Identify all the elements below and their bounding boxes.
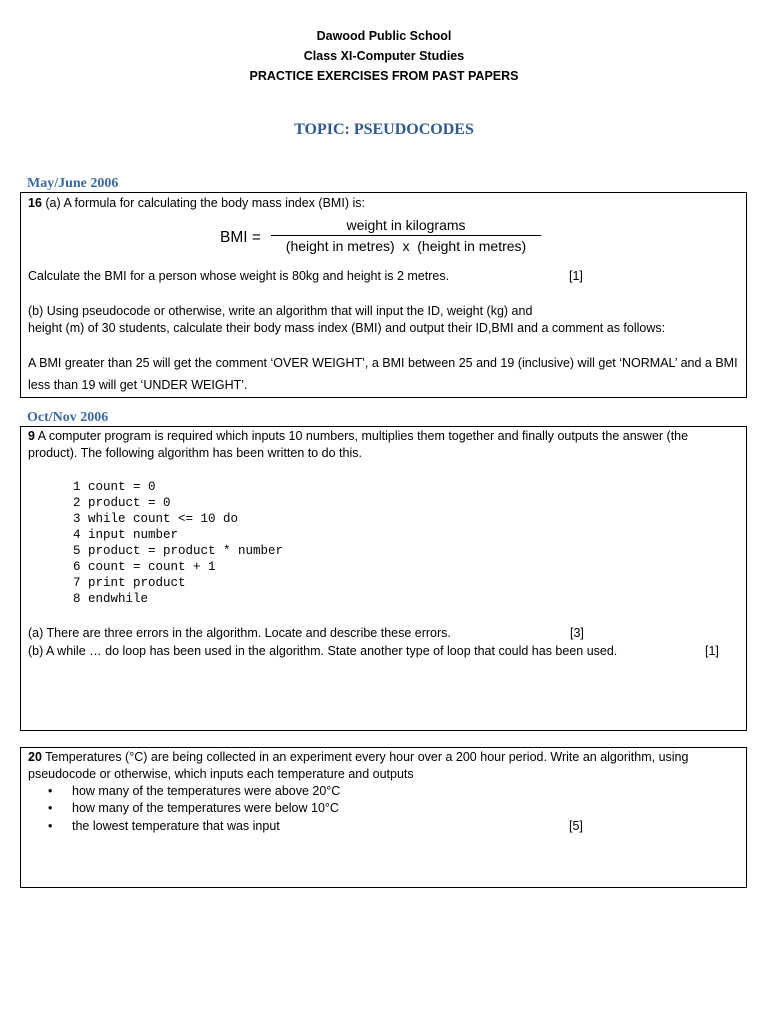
formula-numerator: weight in kilograms	[346, 217, 466, 233]
session-label-may-june-2006: May/June 2006	[27, 176, 119, 191]
question-text: Temperatures (°C) are being collected in an experiment every hour over a 200 hour period. Write an algorithm, using	[41, 750, 689, 764]
question-9-line2: product). The following algorithm has been written to do this.	[28, 446, 362, 460]
code-line-7: 7 print product	[73, 576, 186, 590]
code-line-1: 1 count = 0	[73, 480, 156, 494]
topic-heading: TOPIC: PSEUDOCODES	[294, 121, 474, 138]
question-number: 9	[28, 429, 35, 443]
bullet-icon: •	[48, 819, 53, 833]
code-line-8: 8 endwhile	[73, 592, 149, 606]
class-name: Class XI-Computer Studies	[303, 49, 465, 63]
question-9-box	[20, 426, 747, 731]
session-label-oct-nov-2006: Oct/Nov 2006	[27, 410, 109, 425]
question-text: A computer program is required which inputs 10 numbers, multiplies them together and finally outputs the answer (the	[34, 429, 689, 443]
question-16b-comment-line1: A BMI greater than 25 will get the comment ‘OVER WEIGHT’, a BMI between 25 and 19 (inclusive) will get ‘NORMAL’ and a BMI	[28, 356, 738, 370]
school-name: Dawood Public School	[316, 29, 452, 43]
formula-fraction-bar	[271, 235, 541, 236]
mark-9b: [1]	[705, 644, 719, 658]
question-number: 16	[28, 196, 42, 210]
document-subtitle: PRACTICE EXERCISES FROM PAST PAPERS	[249, 69, 519, 83]
question-number: 20	[28, 750, 42, 764]
mark-calc: [1]	[569, 269, 583, 283]
formula-denominator: (height in metres) x (height in metres)	[285, 238, 527, 254]
code-line-4: 4 input number	[73, 528, 179, 542]
question-9b: (b) A while … do loop has been used in the algorithm. State another type of loop that could has been used.	[28, 644, 618, 658]
question-9-line1	[28, 429, 688, 443]
bullet-item-3: the lowest temperature that was input	[72, 819, 280, 833]
question-16-calc: Calculate the BMI for a person whose weight is 80kg and height is 2 metres.	[28, 269, 450, 283]
bullet-icon: •	[48, 784, 53, 798]
question-16-box	[20, 192, 747, 398]
question-text: (a) A formula for calculating the body mass index (BMI) is:	[41, 196, 365, 210]
mark-20: [5]	[569, 819, 583, 833]
question-20-line1	[28, 750, 688, 764]
question-16b-line1: (b) Using pseudocode or otherwise, write an algorithm that will input the ID, weight (kg) and	[28, 304, 533, 318]
question-16b-line2: height (m) of 30 students, calculate their body mass index (BMI) and output their ID,BMI and a comment as follows:	[28, 321, 666, 335]
bullet-item-2: how many of the temperatures were below 10°C	[72, 801, 339, 815]
code-line-2: 2 product = 0	[73, 496, 171, 510]
code-line-6: 6 count = count + 1	[73, 560, 216, 574]
mark-9a: [3]	[570, 626, 584, 640]
question-16b-comment-line2: less than 19 will get ‘UNDER WEIGHT’.	[28, 378, 248, 392]
bullet-icon: •	[48, 801, 53, 815]
question-20-box	[20, 747, 747, 888]
question-20-line2: pseudocode or otherwise, which inputs each temperature and outputs	[28, 767, 414, 781]
question-9a: (a) There are three errors in the algorithm. Locate and describe these errors.	[28, 626, 451, 640]
code-line-3: 3 while count <= 10 do	[73, 512, 239, 526]
code-line-5: 5 product = product * number	[73, 544, 284, 558]
question-16-intro	[28, 196, 365, 210]
bullet-item-1: how many of the temperatures were above 20°C	[72, 784, 341, 798]
formula-lhs: BMI =	[220, 229, 261, 246]
